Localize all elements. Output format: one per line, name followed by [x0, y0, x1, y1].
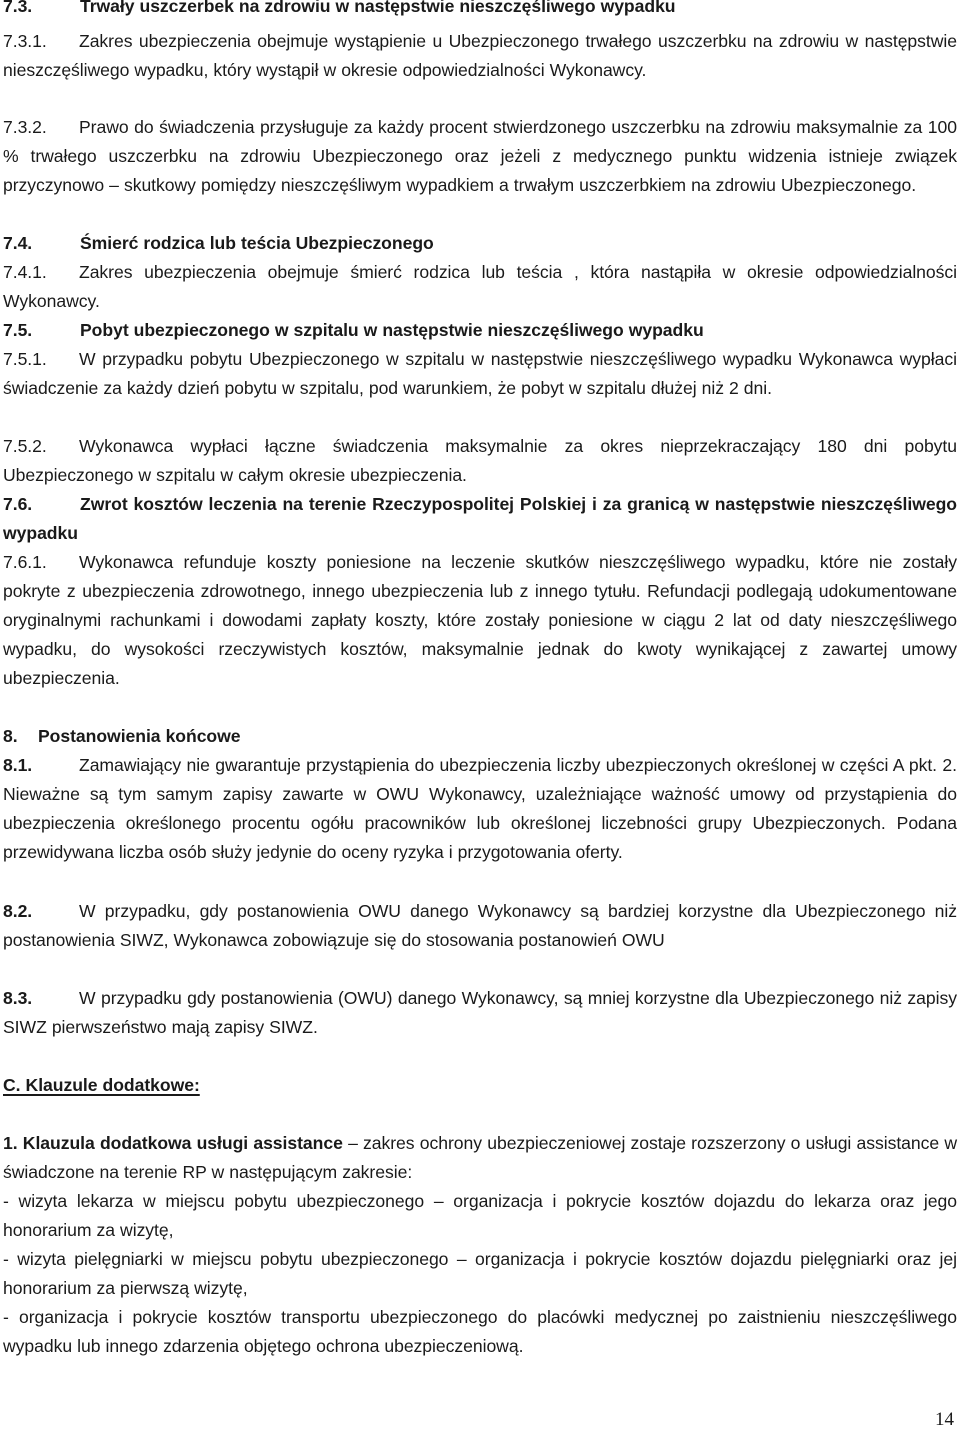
- heading-8: [3, 722, 957, 751]
- list-item: - wizyta pielęgniarki w miejscu pobytu ubezpieczonego – organizacja i pokrycie kosztów dojazdu pielęgniarki oraz jej honorarium za pierwszą wizytę,: [3, 1249, 957, 1299]
- paragraph-7-4-1: [3, 258, 957, 316]
- heading-7-6: [3, 490, 957, 548]
- section-title: Zwrot kosztów leczenia na terenie Rzeczypospolitej Polskiej i za granicą w następstwie nieszczęśliwego wypadku: [3, 494, 957, 544]
- paragraph-text: W przypadku pobytu Ubezpieczonego w szpitalu w następstwie nieszczęśliwego wypadku Wykonawca wypłaci świadczenie za każdy dzień pobytu w szpitalu, pod warunkiem, że pobyt w szpitalu dłużej niż 2 dni.: [3, 349, 957, 399]
- paragraph-number: 8.3.: [3, 988, 33, 1008]
- clause-text: – zakres ochrony ubezpieczeniowej zostaje rozszerzony o usługi assistance w świadczone na terenie RP w następującym zakresie:: [3, 1133, 958, 1183]
- paragraph-number: 7.3.1.: [3, 31, 47, 51]
- list-item: - wizyta lekarza w miejscu pobytu ubezpieczonego – organizacja i pokrycie kosztów dojazdu do lekarza oraz jego honorarium za wizytę,: [3, 1191, 957, 1241]
- section-title: Postanowienia końcowe: [38, 726, 241, 746]
- heading-c: [3, 1071, 957, 1100]
- heading-7-5: [3, 316, 957, 345]
- clause-1: [3, 1129, 957, 1187]
- section-title: Pobyt ubezpieczonego w szpitalu w następstwie nieszczęśliwego wypadku: [80, 320, 704, 340]
- paragraph-text: Zakres ubezpieczenia obejmuje wystąpienie u Ubezpieczonego trwałego uszczerbku na zdrowiu w następstwie nieszczęśliwego wypadku, który wystąpił w okresie odpowiedzialności Wykonawcy.: [3, 31, 957, 81]
- clause-1-item: [3, 1245, 957, 1303]
- paragraph-7-5-2: [3, 432, 957, 490]
- paragraph-8-1: [3, 751, 957, 867]
- section-number: 7.4.: [3, 233, 33, 253]
- heading-7-3: [3, 0, 957, 21]
- paragraph-text: W przypadku gdy postanowienia (OWU) danego Wykonawcy, są mniej korzystne dla Ubezpieczonego niż zapisy SIWZ pierwszeństwo mają zapisy SIWZ.: [3, 988, 957, 1038]
- paragraph-number: 8.2.: [3, 901, 33, 921]
- paragraph-text: Wykonawca wypłaci łączne świadczenia maksymalnie za okres nieprzekraczający 180 dni pobytu Ubezpieczonego w szpitalu w całym okresie ubezpieczenia.: [3, 436, 957, 486]
- section-number: 7.6.: [3, 494, 33, 514]
- paragraph-7-3-1: [3, 27, 957, 85]
- paragraph-number: 7.4.1.: [3, 262, 47, 282]
- heading-7-4: [3, 229, 957, 258]
- paragraph-text: W przypadku, gdy postanowienia OWU danego Wykonawcy są bardziej korzystne dla Ubezpieczonego niż postanowienia SIWZ, Wykonawca zobowiązuje się do stosowania postanowień OWU: [3, 901, 957, 951]
- paragraph-7-3-2: [3, 113, 957, 200]
- section-number: 8.: [3, 726, 18, 746]
- paragraph-number: 8.1.: [3, 755, 33, 775]
- paragraph-7-5-1: [3, 345, 957, 403]
- clause-1-item: [3, 1187, 957, 1245]
- section-title: Trwały uszczerbek na zdrowiu w następstwie nieszczęśliwego wypadku: [80, 0, 676, 16]
- paragraph-8-2: [3, 897, 957, 955]
- paragraph-text: Zamawiający nie gwarantuje przystąpienia do ubezpieczenia liczby ubezpieczonych określonej w części A pkt. 2. Nieważne są tym samym zapisy zawarte w OWU Wykonawcy, uzależniające ważność umowy od przystąpienia do ubezpieczenia określonego procentu ogółu pracowników lub określonej liczebności grupy Ubezpieczonych. Podana przewidywana liczba osób służy jedynie do oceny ryzyka i przygotowania oferty.: [3, 755, 957, 863]
- paragraph-text: Zakres ubezpieczenia obejmuje śmierć rodzica lub teścia , która nastąpiła w okresie odpowiedzialności Wykonawcy.: [3, 262, 957, 312]
- clause-title: 1. Klauzula dodatkowa usługi assistance: [3, 1133, 343, 1153]
- paragraph-8-3: [3, 984, 957, 1042]
- paragraph-7-6-1: [3, 548, 957, 693]
- paragraph-text: Prawo do świadczenia przysługuje za każdy procent stwierdzonego uszczerbku na zdrowiu maksymalnie za 100 % trwałego uszczerbku na zdrowiu Ubezpieczonego oraz jeżeli z medycznego punktu widzenia istnieje związek przyczynowo – skutkowy pomiędzy nieszczęśliwym wypadkiem a trwałym uszczerbkiem na zdrowiu Ubezpieczonego.: [3, 117, 957, 196]
- paragraph-text: Wykonawca refunduje koszty poniesione na leczenie skutków nieszczęśliwego wypadku, które nie zostały pokryte z ubezpieczenia zdrowotnego, innego ubezpieczenia lub z innego tytułu. Refundacji podlegają udokumentowane oryginalnymi rachunkami i dowodami zapłaty koszty, które zostały poniesione w ciągu 2 lat od daty nieszczęśliwego wypadku, do wysokości rzeczywistych kosztów, maksymalnie jednak do kwoty wynikającej z zawartej umowy ubezpieczenia.: [3, 552, 957, 689]
- section-number: 7.3.: [3, 0, 33, 16]
- paragraph-number: 7.5.2.: [3, 436, 47, 456]
- list-item: - organizacja i pokrycie kosztów transportu ubezpieczonego do placówki medycznej po zaistnieniu nieszczęśliwego wypadku lub innego zdarzenia objętego ochrona ubezpieczeniową.: [3, 1307, 957, 1357]
- clause-1-item: [3, 1303, 957, 1361]
- page-number: 14: [935, 1409, 954, 1430]
- section-title: C. Klauzule dodatkowe:: [3, 1075, 200, 1095]
- section-number: 7.5.: [3, 320, 33, 340]
- paragraph-number: 7.6.1.: [3, 552, 47, 572]
- paragraph-number: 7.5.1.: [3, 349, 47, 369]
- section-title: Śmierć rodzica lub teścia Ubezpieczonego: [80, 233, 434, 253]
- paragraph-number: 7.3.2.: [3, 117, 47, 137]
